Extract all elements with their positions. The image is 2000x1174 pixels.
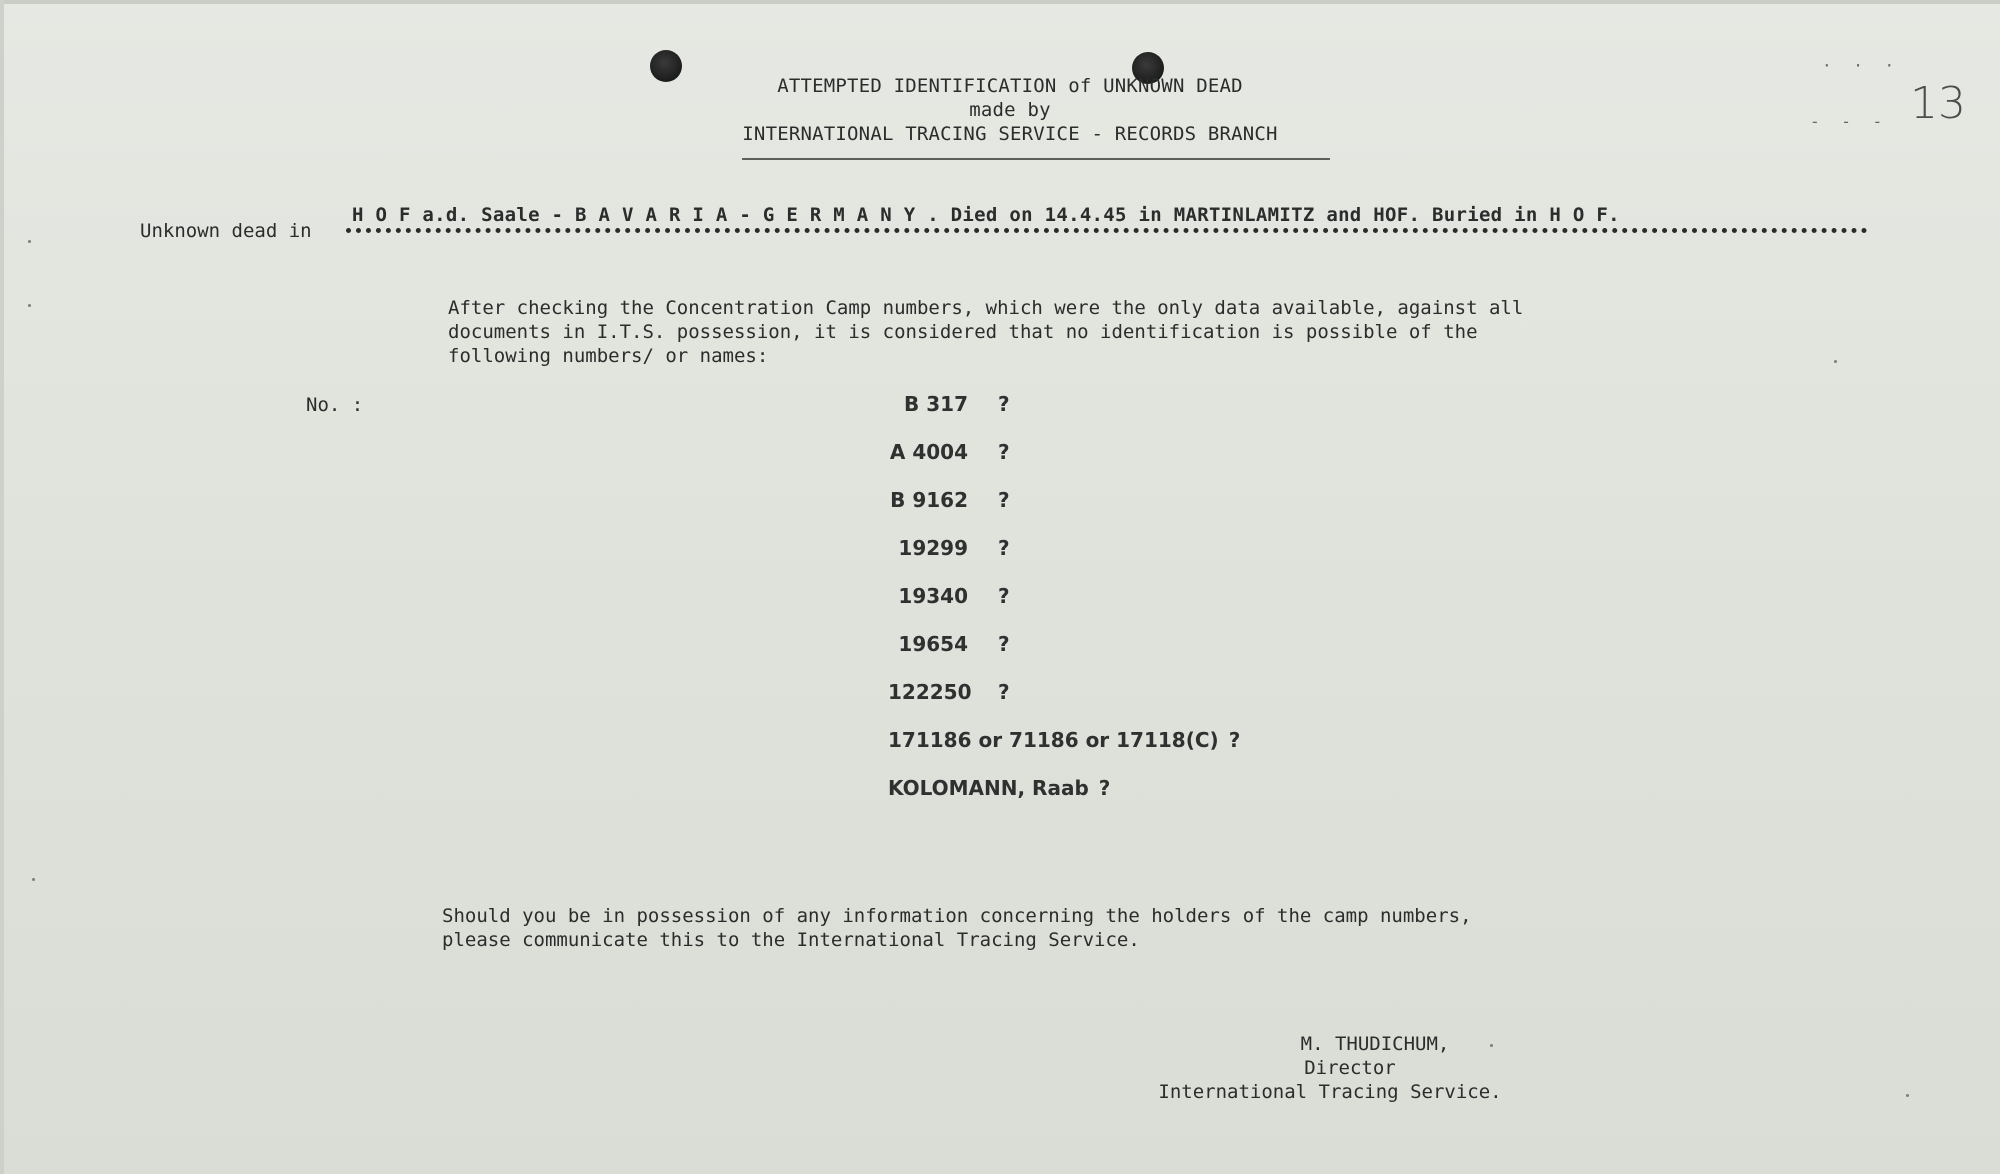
paper-speck: [1906, 1094, 1909, 1097]
paper-speck: [32, 878, 35, 881]
list-item: [888, 486, 1240, 534]
signatory-name: M. THUDICHUM,: [1300, 1033, 1450, 1055]
question-mark: ?: [1228, 728, 1241, 752]
number-list-label: No. :: [306, 394, 364, 416]
camp-number: 19654: [898, 632, 968, 656]
paper-speck: [28, 240, 31, 243]
camp-number: 19340: [898, 584, 968, 608]
camp-number-list: [888, 390, 1240, 822]
list-item: [888, 582, 1240, 630]
list-item: [888, 390, 1240, 438]
signatory-title: Director: [1304, 1057, 1396, 1079]
question-mark: ?: [998, 392, 1010, 416]
header-made-by: made by: [969, 99, 1051, 121]
header-underline: [742, 158, 1330, 160]
list-item: [888, 678, 1240, 726]
intro-line-3: following numbers/ or names:: [448, 345, 769, 367]
closing-line-2: please communicate this to the International Tracing Service.: [442, 929, 1140, 951]
paper-speck: [28, 304, 31, 307]
paper-speck: [1834, 360, 1837, 363]
intro-paragraph: [448, 296, 1688, 368]
document-header: [700, 74, 1320, 146]
intro-line-2: documents in I.T.S. possession, it is considered that no identification is possible of the: [448, 321, 1478, 343]
page-number: 13: [1910, 78, 1966, 129]
closing-line-1: Should you be in possession of any information concerning the holders of the camp numbers,: [442, 905, 1472, 927]
intro-line-1: After checking the Concentration Camp numbers, which were the only data available, against all: [448, 297, 1524, 319]
margin-mark-lower: - - -: [1810, 112, 1889, 131]
location-details: H O F a.d. Saale - B A V A R I A - G E R M A N Y . Died on 14.4.45 in MARTINLAMITZ and HOF. Buried in H O F.: [352, 204, 1620, 226]
closing-paragraph: [442, 904, 1702, 952]
camp-number: 122250: [888, 680, 972, 704]
camp-number: A 4004: [889, 440, 968, 464]
paper-speck: [1490, 1044, 1493, 1047]
question-mark: ?: [998, 488, 1010, 512]
signature-block: [1100, 1032, 1560, 1104]
page-edge-top: [0, 0, 2000, 4]
camp-number: 19299: [898, 536, 968, 560]
signatory-organization: International Tracing Service.: [1158, 1081, 1502, 1103]
camp-number: B 317: [904, 392, 968, 416]
camp-number: B 9162: [890, 488, 968, 512]
unknown-dead-label: Unknown dead in: [140, 220, 312, 242]
list-item: [888, 630, 1240, 678]
person-name: KOLOMANN, Raab: [888, 776, 1089, 800]
list-item: [888, 438, 1240, 486]
header-title: ATTEMPTED IDENTIFICATION of UNKNOWN DEAD: [777, 75, 1243, 97]
question-mark: ?: [1098, 776, 1111, 800]
list-item: [888, 774, 1240, 822]
question-mark: ?: [998, 536, 1010, 560]
camp-number: 171186 or 71186 or 17118(C): [888, 728, 1219, 752]
margin-mark-top: · · ·: [1822, 56, 1901, 75]
question-mark: ?: [998, 632, 1010, 656]
list-item: [888, 726, 1240, 774]
question-mark: ?: [998, 584, 1010, 608]
header-organization: INTERNATIONAL TRACING SERVICE - RECORDS BRANCH: [742, 123, 1278, 145]
list-item: [888, 534, 1240, 582]
dotted-leader-line: [346, 228, 1868, 233]
question-mark: ?: [998, 680, 1010, 704]
question-mark: ?: [998, 440, 1010, 464]
page-edge-left: [0, 0, 4, 1174]
punch-hole-left: [650, 50, 682, 82]
